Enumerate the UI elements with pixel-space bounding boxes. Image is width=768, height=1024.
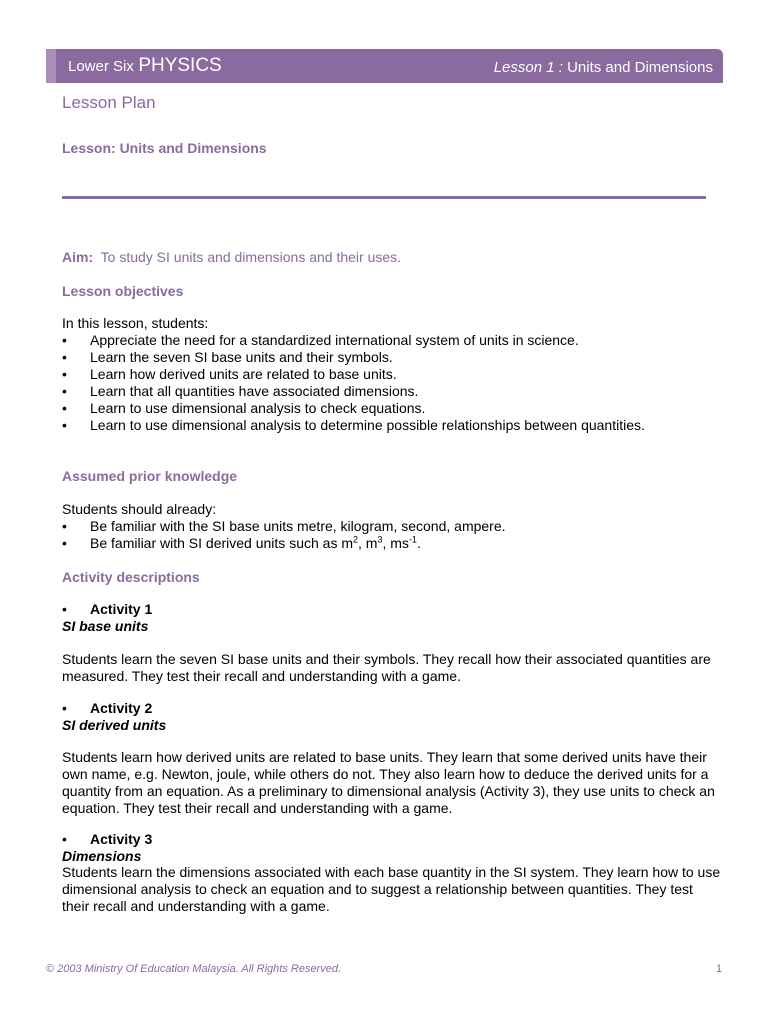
aim-label: Aim:: [62, 249, 94, 265]
header-level: Lower Six: [68, 58, 134, 75]
divider: [62, 196, 706, 199]
units-mid: , ms: [382, 535, 409, 551]
aim-text: To study SI units and dimensions and their uses.: [100, 249, 402, 265]
prior-knowledge-list: [62, 518, 506, 552]
objectives-heading: Lesson objectives: [62, 283, 184, 299]
header-course: [68, 55, 222, 77]
list-item-units: [62, 535, 506, 552]
prior-knowledge-heading: Assumed prior knowledge: [62, 468, 238, 484]
prior-knowledge-intro: Students should already:: [62, 501, 217, 517]
lesson-title: Lesson: Units and Dimensions: [62, 140, 267, 156]
activity-subtitle: SI derived units: [62, 717, 167, 733]
objectives-intro: In this lesson, students:: [62, 315, 209, 331]
activity-description: Students learn the dimensions associated with each base quantity in the SI system. They learn how to use dimensional analysis to check an equation and to suggest a relationship between quantities. They test their recall and understanding with a game.: [62, 864, 721, 914]
header-lesson: [494, 59, 713, 76]
list-item: • Learn to use dimensional analysis to check equations.: [62, 400, 645, 417]
activity-subtitle: SI base units: [62, 618, 149, 634]
header-subject: PHYSICS: [138, 55, 222, 76]
activity-title: • Activity 2: [62, 700, 166, 717]
activity-description: Students learn the seven SI base units and their symbols. They recall how their associated quantities are measured. They test their recall and understanding with a game.: [62, 651, 711, 684]
activity-2: [62, 700, 166, 734]
activity-1: [62, 601, 152, 635]
prior-knowledge-section: [62, 501, 506, 552]
list-item: • Appreciate the need for a standardized international system of units in science.: [62, 332, 645, 349]
superscript: 2: [353, 534, 359, 545]
header-lesson-label: Lesson 1 :: [493, 59, 563, 76]
header-edge: [46, 49, 56, 83]
superscript: 3: [377, 534, 383, 545]
activity-description: Students learn how derived units are related to base units. They learn that some derived units have their own name, e.g. Newton, joule, while others do not. They also learn how to deduce the derived units for a quantity from an equation. As a preliminary to dimensional analysis (Activity 3), they use units to check an equation. They test their recall and understanding with a game.: [62, 749, 715, 816]
objectives-list: [62, 332, 645, 434]
list-item: • Be familiar with the SI base units metre, kilogram, second, ampere.: [62, 518, 506, 535]
units-prefix: Be familiar with SI derived units such as m: [90, 535, 353, 551]
list-item: • Learn how derived units are related to base units.: [62, 366, 645, 383]
activity-title: • Activity 3: [62, 831, 152, 848]
superscript: -1: [408, 534, 417, 545]
page-number: 1: [716, 963, 723, 975]
list-item: • Learn that all quantities have associated dimensions.: [62, 383, 645, 400]
header-bar: [46, 49, 723, 83]
units-mid: , m: [358, 535, 378, 551]
units-end: .: [416, 535, 421, 551]
activities-heading: Activity descriptions: [62, 569, 200, 585]
aim: [62, 249, 401, 266]
footer-copyright: © 2003 Ministry Of Education Malaysia. All Rights Reserved.: [46, 963, 342, 975]
page-title: Lesson Plan: [62, 93, 156, 112]
header-lesson-name: Units and Dimensions: [567, 59, 713, 76]
list-item: • Learn the seven SI base units and their symbols.: [62, 349, 645, 366]
activity-title: • Activity 1: [62, 601, 152, 618]
objectives-section: [62, 315, 645, 434]
activity-subtitle: Dimensions: [62, 848, 142, 864]
activity-3: [62, 831, 152, 865]
list-item: • Learn to use dimensional analysis to determine possible relationships between quantities.: [62, 417, 645, 434]
